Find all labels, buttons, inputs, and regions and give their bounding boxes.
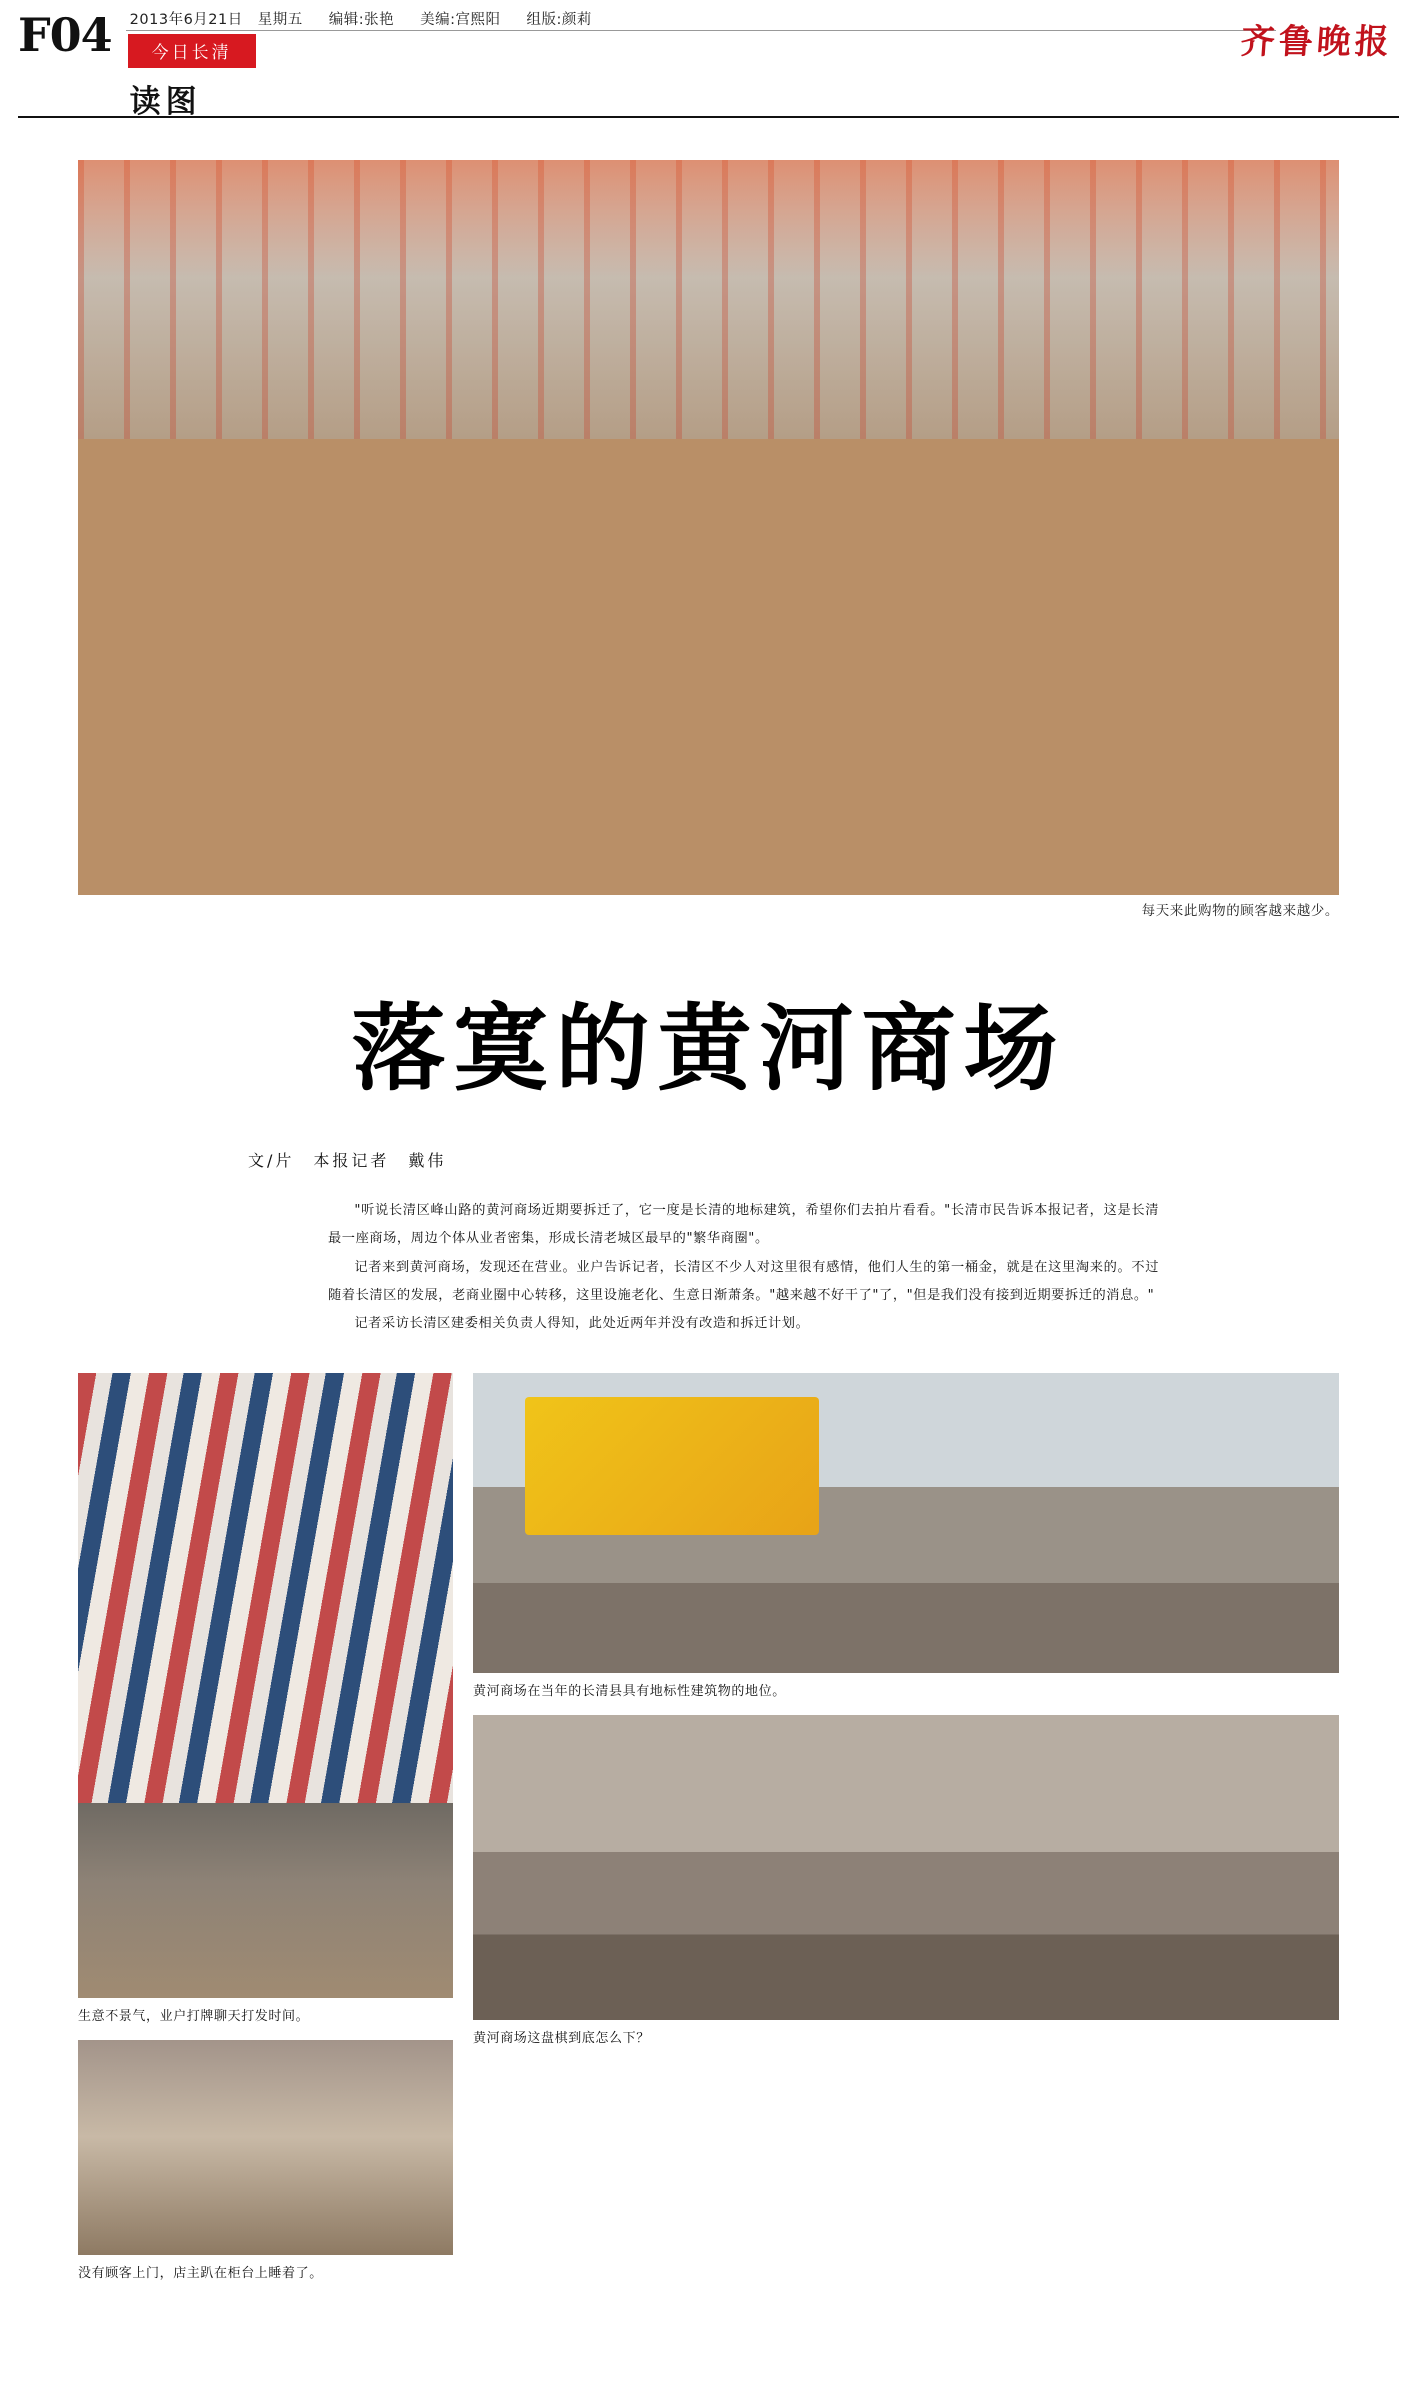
page-content	[18, 160, 1399, 2297]
photo-column-right	[473, 1373, 1339, 2297]
hero-caption: 每天来此购物的顾客越来越少。	[1141, 903, 1339, 919]
editor-credit: 编辑:张艳	[328, 11, 395, 28]
market-gate-block	[473, 1373, 1339, 1699]
chess-block	[473, 1715, 1339, 2046]
masthead-middle	[126, 8, 592, 121]
masthead-credits	[126, 8, 592, 28]
card-players-caption: 生意不景气，业户打牌聊天打发时间。	[78, 2008, 310, 2024]
chess-board-photo	[473, 1715, 1339, 2020]
hero-photo-block	[78, 160, 1339, 921]
clothes-stall-photo	[78, 1373, 453, 1803]
article-body	[328, 1197, 1159, 1339]
masthead	[18, 0, 1399, 120]
article-paragraph: "听说长清区峰山路的黄河商场近期要拆迁了，它一度是长清的地标建筑，希望你们去拍片看看。"长清市民告诉本报记者，这是长清最一座商场，周边个体从业者密集，形成长清老城区最早的"繁华商圈"。	[328, 1202, 1159, 1247]
market-gate-caption: 黄河商场在当年的长清县具有地标性建筑物的地位。	[473, 1683, 786, 1699]
article-paragraph: 记者来到黄河商场，发现还在营业。业户告诉记者，长清区不少人对这里很有感情，他们人生的第一桶金，就是在这里淘来的。不过随着长清区的发展，老商业圈中心转移，这里设施老化、生意日渐萧条。"越来越不好干了"了，"但是我们没有接到近期要拆迁的消息。"	[328, 1259, 1159, 1304]
sleeping-shopkeeper-block	[78, 2040, 453, 2281]
sleeping-shopkeeper-caption: 没有顾客上门，店主趴在柜台上睡着了。	[78, 2265, 323, 2281]
article-paragraph: 记者采访长清区建委相关负责人得知，此处近两年并没有改造和拆迁计划。	[354, 1316, 810, 1332]
sleeping-shopkeeper-photo	[78, 2040, 453, 2255]
section-tag: 今日长清	[128, 34, 256, 68]
market-gate-photo	[473, 1373, 1339, 1673]
masthead-divider	[126, 30, 1276, 31]
clothes-photo-block	[78, 1373, 453, 2024]
section-title: 读图	[129, 84, 202, 120]
newspaper-brand: 齐鲁晚报	[1239, 22, 1395, 62]
byline: 文/片 本报记者 戴伟	[248, 1150, 447, 1170]
layout-editor-credit: 组版:颜莉	[526, 11, 592, 28]
hero-photo	[78, 160, 1339, 895]
chess-board-caption: 黄河商场这盘棋到底怎么下？	[473, 2030, 650, 2046]
card-players-photo	[78, 1803, 453, 1998]
photo-column-left	[78, 1373, 453, 2297]
page-folio: F04	[18, 8, 112, 62]
photo-grid	[78, 1373, 1339, 2297]
publish-date: 2013年6月21日 星期五	[129, 11, 303, 28]
art-editor-credit: 美编:宫熙阳	[420, 11, 501, 28]
headline: 落寞的黄河商场	[351, 993, 1066, 1104]
